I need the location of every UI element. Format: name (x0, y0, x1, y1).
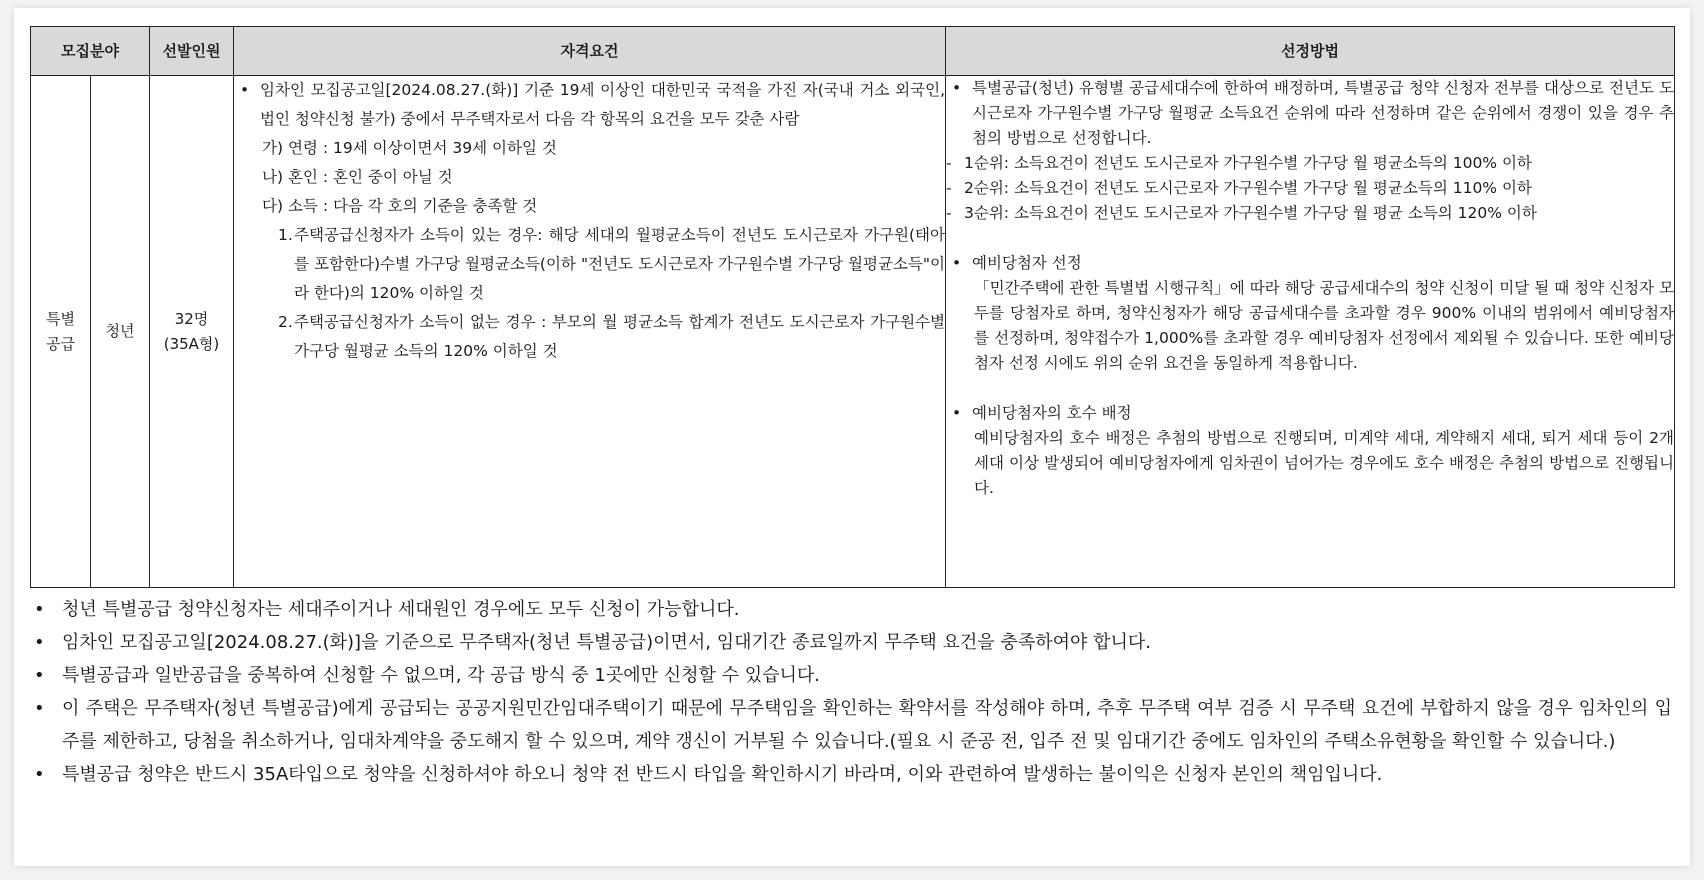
requirement-marriage: 나) 혼인 : 혼인 중이 아닐 것 (262, 168, 453, 186)
header-selection: 선정방법 (946, 27, 1675, 76)
count-type: (35A형) (163, 334, 220, 353)
requirement-income: 다) 소득 : 다음 각 호의 기준을 충족할 것 (262, 197, 538, 215)
eligibility-table (30, 26, 1675, 588)
rank-1: - 1순위: 소득요건이 전년도 도시근로자 가구원수별 가구당 월 평균소득의 100% 이하 (946, 151, 1674, 176)
document-page (14, 8, 1690, 866)
selection-intro: • 특별공급(청년) 유형별 공급세대수에 한하여 배정하며, 특별공급 청약 신청자 전부를 대상으로 전년도 도시근로자 가구원수별 가구당 월평균 소득요건 순위에 따라 선정하며 같은 순위에서 경쟁이 있을 경우 추첨의 방법으로 선정합니다. (946, 76, 1674, 151)
requirements-cell (234, 76, 946, 588)
table-header-row (31, 27, 1675, 76)
header-category: 모집분야 (31, 27, 150, 76)
income-rule-1-num: 1. (278, 226, 293, 244)
count-value: 32명 (174, 309, 209, 328)
list-item: • 임차인 모집공고일[2024.08.27.(화)]을 기준으로 무주택자(청년 특별공급)이면서, 임대기간 종료일까지 무주택 요건을 충족하여야 합니다. (26, 626, 1672, 659)
list-item: • 특별공급 청약은 반드시 35A타입으로 청약을 신청하셔야 하오니 청약 전 반드시 타입을 확인하시기 바라며, 이와 관련하여 발생하는 불이익은 신청자 본인의 책임입니다. (26, 758, 1672, 791)
income-rule-1 (234, 221, 945, 308)
category-cell (31, 76, 91, 588)
reserve-title: • 예비당첨자 선정 (946, 251, 1674, 276)
count-cell (150, 76, 234, 588)
header-count: 선발인원 (150, 27, 234, 76)
requirements-intro: • 임차인 모집공고일[2024.08.27.(화)] 기준 19세 이상인 대한민국 국적을 가진 자(국내 거소 외국인, 법인 청약신청 불가) 중에서 무주택자로서 다음 각 항목의 요건을 모두 갖춘 사람 (234, 76, 945, 134)
requirement-age: 가) 연령 : 19세 이상이면서 39세 이하일 것 (262, 139, 557, 157)
reserve-text: 「민간주택에 관한 특별법 시행규칙」에 따라 해당 공급세대수의 청약 신청이 미달 될 때 청약 신청자 모두를 당첨자로 하며, 청약신청자가 해당 공급세대수를 초과할 경우 900% 이내의 범위에서 예비당첨자를 선정하며, 청약접수가 1,000%를 초과할 경우 예비당첨자 선정에서 제외될 수 있습니다. 또한 예비당첨자 선정 시에도 위의 순위 요건을 동일하게 적용합니다. (974, 279, 1674, 372)
rank-2: - 2순위: 소득요건이 전년도 도시근로자 가구원수별 가구당 월 평균소득의 110% 이하 (946, 176, 1674, 201)
subcategory-cell: 청년 (91, 76, 150, 588)
income-rule-1-text: 주택공급신청자가 소득이 있는 경우: 해당 세대의 월평균소득이 전년도 도시근로자 가구원(태아를 포함한다)수별 가구당 월평균소득(이하 "전년도 도시근로자 가구원수별 가구당 월평균소득"이라 한다)의 120% 이하일 것 (294, 226, 945, 302)
income-rule-2 (234, 308, 945, 366)
rank-3: - 3순위: 소득요건이 전년도 도시근로자 가구원수별 가구당 월 평균 소득의 120% 이하 (946, 201, 1674, 226)
list-item: • 특별공급과 일반공급을 중복하여 신청할 수 없으며, 각 공급 방식 중 1곳에만 신청할 수 있습니다. (26, 659, 1672, 692)
notes-list (26, 593, 1672, 791)
selection-cell (946, 76, 1675, 588)
list-item: • 청년 특별공급 청약신청자는 세대주이거나 세대원인 경우에도 모두 신청이 가능합니다. (26, 593, 1672, 626)
list-item: • 이 주택은 무주택자(청년 특별공급)에게 공급되는 공공지원민간임대주택이기 때문에 무주택임을 확인하는 확약서를 작성해야 하며, 추후 무주택 여부 검증 시 무주택 요건에 부합하지 않을 경우 임차인의 입주를 제한하고, 당첨을 취소하거나, 임대차계약을 중도해지 할 수 있으며, 계약 갱신이 거부될 수 있습니다.(필요 시 준공 전, 입주 전 및 임대기간 중에도 임차인의 주택소유현황을 확인할 수 있습니다.) (26, 692, 1672, 758)
header-requirements: 자격요건 (234, 27, 946, 76)
category-text: 특별공급 (46, 309, 75, 353)
income-rule-2-num: 2. (278, 313, 293, 331)
income-rule-2-text: 주택공급신청자가 소득이 없는 경우 : 부모의 월 평균소득 합계가 전년도 도시근로자 가구원수별 가구당 월평균 소득의 120% 이하일 것 (294, 313, 945, 360)
table-row (31, 76, 1675, 588)
unit-assignment-title: • 예비당첨자의 호수 배정 (946, 401, 1674, 426)
unit-assignment-text: 예비당첨자의 호수 배정은 추첨의 방법으로 진행되며, 미계약 세대, 계약해지 세대, 퇴거 세대 등이 2개 세대 이상 발생되어 예비당첨자에게 임차권이 넘어가는 경우에도 호수 배정은 추첨의 방법으로 진행됩니다. (974, 429, 1674, 497)
